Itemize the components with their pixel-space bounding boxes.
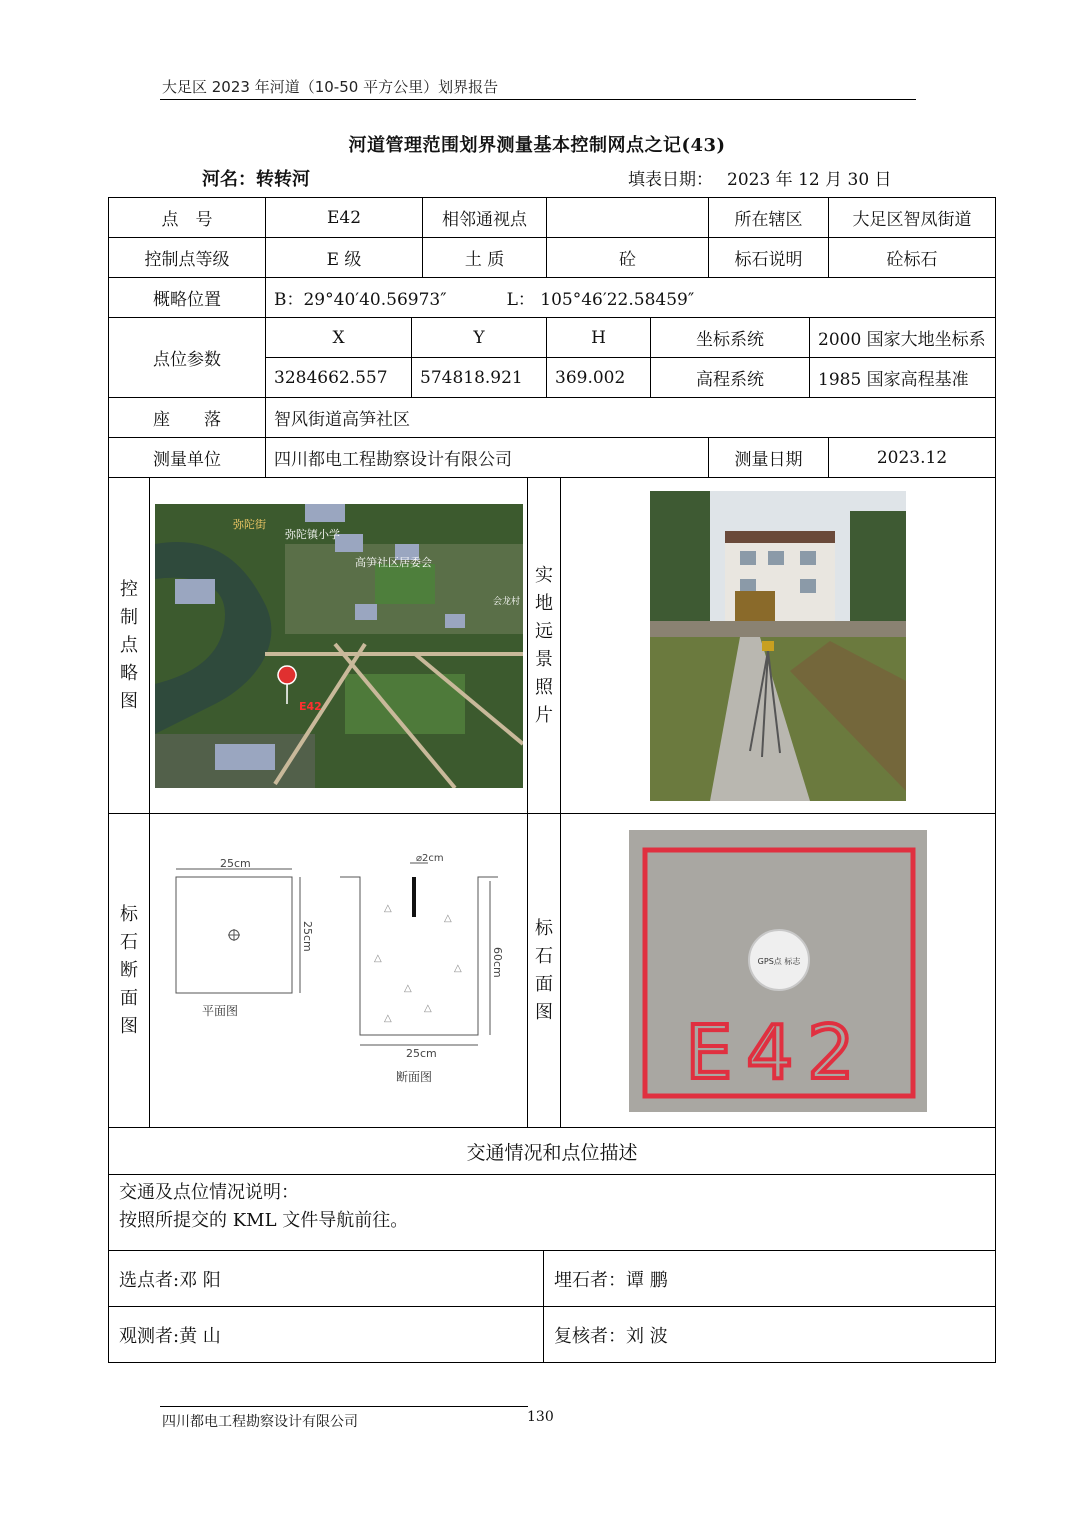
map-label-road: 弥陀街	[232, 517, 266, 531]
h-value: 369.002	[547, 358, 651, 398]
map-label-village: 会龙村	[492, 596, 520, 607]
observer: 观测者:黄 山	[109, 1307, 544, 1363]
footer-rule	[160, 1406, 528, 1407]
x-label: X	[266, 318, 412, 358]
marker-face-photo	[629, 830, 927, 1112]
section-width-label: 25cm	[405, 1046, 437, 1060]
info-table	[108, 197, 996, 478]
page-header: 大足区 2023 年河道（10-50 平方公里）划界报告	[162, 78, 499, 96]
stone-number: E42	[685, 1009, 869, 1096]
unit-value: 四川都电工程勘察设计有限公司	[266, 438, 709, 478]
survey-date-value: 2023.12	[829, 438, 996, 478]
burier: 埋石者：谭 鹏	[544, 1251, 996, 1307]
location-label: 座 落	[109, 398, 266, 438]
point-no-label: 点 号	[109, 198, 266, 238]
plan-width-label: 25cm	[219, 856, 251, 870]
y-label: Y	[412, 318, 547, 358]
traffic-section-title: 交通情况和点位描述	[109, 1128, 996, 1175]
y-value: 574818.921	[412, 358, 547, 398]
site-photo	[650, 491, 906, 801]
selector: 选点者:邓 阳	[109, 1251, 544, 1307]
document-title: 河道管理范围划界测量基本控制网点之记(43)	[348, 135, 726, 156]
svg-text:△: △	[453, 962, 462, 974]
section-height-label: 60cm	[490, 946, 504, 978]
satellite-map-cell	[150, 478, 528, 814]
section-caption: 断面图	[395, 1069, 432, 1084]
satellite-map	[155, 504, 523, 788]
approx-label: 概略位置	[109, 278, 266, 318]
site-photo-cell	[561, 478, 996, 814]
approx-value: B：29°40′40.56973″ L： 105°46′22.58459″	[266, 278, 996, 318]
svg-text:△: △	[373, 952, 382, 964]
params-label: 点位参数	[109, 318, 266, 398]
description-table	[108, 1127, 996, 1363]
traffic-description: 交通及点位情况说明： 按照所提交的 KML 文件导航前往。	[109, 1175, 996, 1251]
height-sys-label: 高程系统	[651, 358, 810, 398]
face-label: 标 石 面 图	[528, 814, 561, 1128]
fill-date: 填表日期： 2023 年 12 月 30 日	[628, 170, 892, 190]
svg-text:△: △	[383, 1012, 392, 1024]
svg-text:△: △	[403, 982, 412, 994]
map-point-label: E42	[298, 699, 322, 713]
x-value: 3284662.557	[266, 358, 412, 398]
disc-text: GPS点 标志	[757, 956, 801, 966]
unit-label: 测量单位	[109, 438, 266, 478]
district-value: 大足区智凤街道	[829, 198, 996, 238]
svg-text:△: △	[443, 912, 452, 924]
coord-sys-value: 2000 国家大地坐标系	[810, 318, 996, 358]
soil-label: 土 质	[423, 238, 547, 278]
page-number: 130	[527, 1409, 554, 1425]
river-name: 河名：转转河	[202, 169, 310, 190]
header-rule	[160, 99, 916, 100]
location-value: 智风街道高笋社区	[266, 398, 996, 438]
height-sys-value: 1985 国家高程基准	[810, 358, 996, 398]
marker-section-diagram	[154, 851, 524, 1091]
marker-value: 砼标石	[829, 238, 996, 278]
section-label: 标 石 断 面 图	[109, 814, 150, 1128]
plan-height-label: 25cm	[300, 920, 314, 952]
survey-date-label: 测量日期	[709, 438, 829, 478]
sketch-label: 控 制 点 略 图	[109, 478, 150, 814]
marker-label: 标石说明	[709, 238, 829, 278]
footer-company: 四川都电工程勘察设计有限公司	[162, 1414, 358, 1430]
grade-value: E 级	[266, 238, 423, 278]
section-diagram-cell	[150, 814, 528, 1128]
plan-caption: 平面图	[201, 1003, 238, 1018]
marker-face-cell	[561, 814, 996, 1128]
section-top-label: ⌀2cm	[415, 852, 444, 864]
map-label-committee: 高笋社区居委会	[354, 555, 432, 569]
reviewer: 复核者：刘 波	[544, 1307, 996, 1363]
adjacent-label: 相邻通视点	[423, 198, 547, 238]
point-no: E42	[266, 198, 423, 238]
grade-label: 控制点等级	[109, 238, 266, 278]
svg-text:△: △	[383, 902, 392, 914]
adjacent-value	[547, 198, 709, 238]
svg-text:△: △	[423, 1002, 432, 1014]
map-label-school: 弥陀镇小学	[284, 527, 340, 541]
h-label: H	[547, 318, 651, 358]
photo-label: 实 地 远 景 照 片	[528, 478, 561, 814]
soil-value: 砼	[547, 238, 709, 278]
image-table	[108, 477, 996, 1128]
district-label: 所在辖区	[709, 198, 829, 238]
coord-sys-label: 坐标系统	[651, 318, 810, 358]
